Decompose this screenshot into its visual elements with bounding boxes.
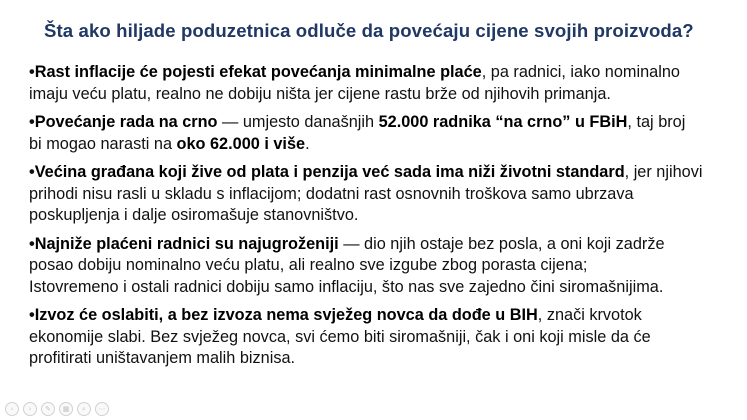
text: — umjesto današnjih bbox=[217, 113, 379, 131]
bullet-line bbox=[29, 62, 729, 84]
bullet-item bbox=[29, 234, 729, 299]
text: , taj broj bbox=[627, 113, 686, 131]
bullet-line bbox=[29, 162, 729, 184]
slide-title: Šta ako hiljade poduzetnica odluče da povećaju cijene svojih proizvoda? bbox=[44, 20, 694, 41]
bullet-marker: • bbox=[29, 306, 35, 324]
grid-icon[interactable]: ▦ bbox=[59, 402, 73, 416]
text: ekonomije slabi. Bez svježeg novca, svi ćemo biti siromašniji, čak i oni koji misle da će bbox=[29, 327, 651, 346]
bullet-line bbox=[29, 234, 729, 256]
bullet-line bbox=[29, 277, 729, 299]
bullet-marker: • bbox=[29, 163, 35, 181]
zoom-icon[interactable]: ⌕ bbox=[77, 402, 91, 416]
bullet-line bbox=[29, 255, 729, 277]
bullet-line bbox=[29, 305, 729, 327]
text: bi mogao narasti na bbox=[29, 134, 177, 153]
text: — dio njih ostaje bez posla, a oni koji zadrže bbox=[338, 234, 665, 253]
bullet-item bbox=[29, 305, 729, 370]
bold-text: Izvoz će oslabiti, a bez izvoza nema svježeg novca da dođe u BIH bbox=[34, 306, 538, 324]
presentation-toolbar bbox=[5, 402, 109, 416]
bullet-item bbox=[29, 62, 729, 105]
menu-icon[interactable]: ⋯ bbox=[95, 402, 109, 416]
bullet-marker: • bbox=[29, 63, 35, 81]
bullet-line bbox=[29, 112, 729, 134]
bold-text: Najniže plaćeni radnici su najugroženiji bbox=[34, 234, 339, 253]
bold-text: Rast inflacije će pojesti efekat povećanja minimalne plaće bbox=[34, 63, 482, 81]
bullet-marker: • bbox=[29, 113, 35, 131]
bold-text: 52.000 radnika “na crno” u FBiH bbox=[378, 113, 628, 131]
bullet-line bbox=[29, 327, 729, 349]
bullet-marker: • bbox=[29, 234, 35, 253]
text: , pa radnici, iako nominalno bbox=[481, 63, 680, 81]
bullet-line bbox=[29, 84, 729, 106]
bold-text: oko 62.000 i više bbox=[176, 134, 306, 153]
bullet-item bbox=[29, 162, 729, 227]
arrow-left-icon[interactable]: ‹ bbox=[5, 402, 19, 416]
text: posao dobiju nominalno veću platu, ali realno sve izgube zbog porasta cijena; bbox=[29, 256, 588, 274]
bullet-line bbox=[29, 205, 729, 227]
pen-icon[interactable]: ✎ bbox=[41, 402, 55, 416]
bullet-list bbox=[29, 62, 729, 377]
text: . bbox=[305, 134, 310, 153]
bullet-line bbox=[29, 348, 729, 370]
text: , znači krvotok bbox=[537, 306, 642, 324]
bold-text: Povećanje rada na crno bbox=[34, 113, 218, 131]
bold-text: Većina građana koji žive od plata i penzija već sada ima niži životni standard bbox=[34, 163, 625, 181]
text: Istovremeno i ostali radnici dobiju samo inflaciju, što nas sve zajedno čini siromašnijima. bbox=[29, 277, 664, 296]
text: imaju veću platu, realno ne dobiju ništa jer cijene rastu brže od njihovih primanja. bbox=[29, 84, 611, 103]
text: prihodi nisu rasli u skladu s inflacijom; dodatni rast osnovnih troškova samo ubrzava bbox=[29, 184, 634, 203]
arrow-right-icon[interactable]: › bbox=[23, 402, 37, 416]
text: profitirati uništavanjem malih biznisa. bbox=[29, 349, 296, 367]
bullet-item bbox=[29, 112, 729, 155]
text: poskupljenja i dalje osiromašuje stanovništvo. bbox=[29, 206, 359, 224]
text: , jer njihovi bbox=[624, 163, 703, 181]
bullet-line bbox=[29, 184, 729, 206]
bullet-line bbox=[29, 134, 729, 156]
